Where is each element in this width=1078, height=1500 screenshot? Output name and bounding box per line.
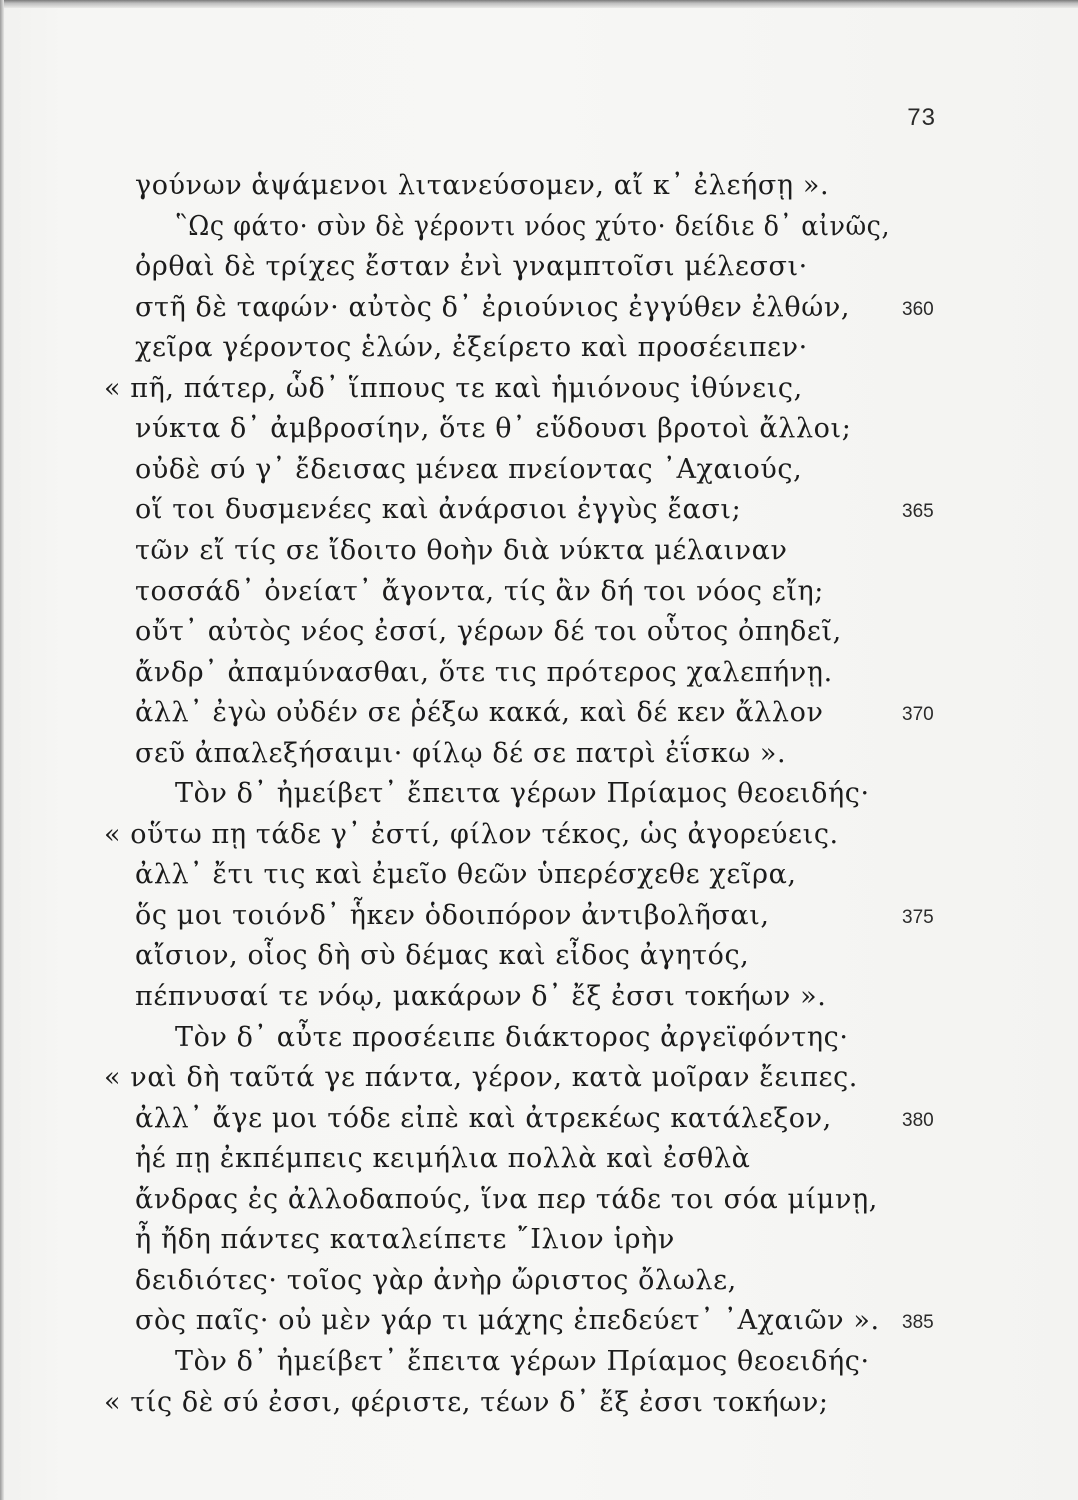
verse-line: [104, 815, 839, 855]
verse-line: [135, 247, 808, 287]
verse-line-text: οὐδὲ σύ γ᾽ ἔδεισας μένεα πνείοντας ᾿Αχαιούς,: [135, 453, 803, 485]
verse-line-text: ἀλλ᾽ ἔτι τις καὶ ἐμεῖο θεῶν ὑπερέσχεθε χεῖρα,: [135, 859, 797, 891]
verse-line: [135, 1301, 880, 1341]
verse-line: [135, 166, 829, 206]
verse-line-text: ἄνδρ᾽ ἀπαμύνασθαι, ὅτε τις πρότερος χαλεπήνῃ.: [135, 656, 833, 688]
verse-line: [135, 855, 797, 895]
verse-line-text: ἠέ πῃ ἐκπέμπεις κειμήλια πολλὰ καὶ ἐσθλὰ: [135, 1143, 751, 1175]
verse-line: [104, 1383, 829, 1423]
verse-line-text: αἴσιον, οἷος δὴ σὺ δέμας καὶ εἶδος ἀγητός,: [135, 940, 750, 972]
verse-line: [135, 572, 824, 612]
verse-line-text: σεῦ ἀπαλεξήσαιμι· φίλῳ δέ σε πατρὶ ἐΐσκω ».: [135, 737, 787, 769]
verse-line: [135, 409, 851, 449]
verse-line: [135, 531, 788, 571]
verse-line: [175, 774, 870, 814]
verse-line-text: « οὕτω πῃ τάδε γ᾽ ἐστί, φίλον τέκος, ὡς ἀγορεύεις.: [104, 818, 839, 850]
verse-line-text: Τὸν δ᾽ ἠμείβετ᾽ ἔπειτα γέρων Πρίαμος θεοειδής·: [175, 1345, 870, 1377]
verse-line-text: Τὸν δ᾽ ἠμείβετ᾽ ἔπειτα γέρων Πρίαμος θεοειδής·: [175, 778, 870, 810]
verse-line: [104, 1058, 858, 1098]
verse-line-text: νύκτα δ᾽ ἀμβροσίην, ὅτε θ᾽ εὕδουσι βροτοὶ ἄλλοι;: [135, 413, 852, 445]
verse-line: [104, 369, 803, 409]
verse-line-text: ἀλλ᾽ ἄγε μοι τόδε εἰπὲ καὶ ἀτρεκέως κατάλεξον,: [135, 1102, 832, 1134]
verse-line: [135, 1099, 832, 1139]
verse-line-text: ὅς μοι τοιόνδ᾽ ἧκεν ὁδοιπόρον ἀντιβολῆσαι,: [135, 899, 770, 931]
verse-line-text: δειδιότες· τοῖος γὰρ ἀνὴρ ὤριστος ὄλωλε,: [135, 1264, 737, 1296]
verse-line-text: ὀρθαὶ δὲ τρίχες ἔσταν ἐνὶ γναμπτοῖσι μέλεσσι·: [135, 251, 808, 283]
verse-line: [135, 653, 833, 693]
verse-line-text: οὔτ᾽ αὐτὸς νέος ἐσσί, γέρων δέ τοι οὗτος ὀπηδεῖ,: [135, 616, 842, 648]
verse-line: [135, 1261, 737, 1301]
verse-line-text: ἦ ἤδη πάντες καταλείπετε ῎Ιλιον ἱρὴν: [135, 1224, 675, 1256]
line-number: 380: [902, 1109, 934, 1131]
page-top-edge: [0, 0, 1078, 8]
verse-line: [135, 1180, 878, 1220]
verse-line: [135, 693, 823, 733]
verse-line-text: τῶν εἴ τίς σε ἴδοιτο θοὴν διὰ νύκτα μέλαιναν: [135, 534, 788, 566]
line-number: 370: [902, 704, 934, 726]
page-number: 73: [907, 104, 936, 131]
verse-line-text: ῝Ως φάτο· σὺν δὲ γέροντι νόος χύτο· δείδιε δ᾽ αἰνῶς,: [175, 210, 891, 242]
verse-line: [135, 1139, 750, 1179]
verse-line: [135, 936, 749, 976]
line-number: 375: [902, 906, 934, 928]
verse-line: [135, 896, 770, 936]
page-left-edge: [0, 0, 4, 1500]
verse-line-text: γούνων ἁψάμενοι λιτανεύσομεν, αἴ κ᾽ ἐλεήσῃ ».: [135, 170, 830, 201]
verse-line: [175, 207, 937, 247]
verse-line: [135, 734, 786, 774]
verse-line: [135, 612, 842, 652]
verse-line: [135, 328, 808, 368]
verse-line-text: « πῆ, πάτερ, ὧδ᾽ ἵππους τε καὶ ἡμιόνους ἰθύνεις,: [104, 372, 803, 404]
verse-line: [175, 1018, 849, 1058]
line-number: 360: [902, 298, 934, 320]
verse-line: [135, 977, 826, 1017]
verse-line-text: πέπνυσαί τε νόῳ, μακάρων δ᾽ ἔξ ἐσσι τοκήων ».: [135, 981, 827, 1012]
verse-line-text: Τὸν δ᾽ αὖτε προσέειπε διάκτορος ἀργεϊφόντης·: [175, 1021, 849, 1053]
verse-line-text: τοσσάδ᾽ ὀνείατ᾽ ἄγοντα, τίς ἂν δή τοι νόος εἴη;: [135, 575, 825, 607]
verse-line: [175, 1342, 870, 1382]
verse-line: [135, 490, 741, 530]
line-number: 385: [902, 1312, 934, 1334]
verse-line: [135, 450, 802, 490]
verse-line-text: ἀλλ᾽ ἐγὼ οὐδέν σε ῥέξω κακά, καὶ δέ κεν ἄλλον: [135, 697, 824, 729]
verse-line-text: « τίς δὲ σύ ἐσσι, φέριστε, τέων δ᾽ ἔξ ἐσσι τοκήων;: [104, 1386, 829, 1418]
verse-line: [135, 1220, 675, 1260]
verse-line: [135, 288, 850, 328]
verse-line-text: ἄνδρας ἐς ἀλλοδαπούς, ἵνα περ τάδε τοι σόα μίμνῃ,: [135, 1183, 878, 1215]
verse-line-text: στῆ δὲ ταφών· αὐτὸς δ᾽ ἐριούνιος ἐγγύθεν ἐλθών,: [135, 291, 851, 323]
verse-line-text: χεῖρα γέροντος ἑλών, ἐξείρετο καὶ προσέειπεν·: [135, 332, 808, 364]
verse-line-text: « ναὶ δὴ ταῦτά γε πάντα, γέρον, κατὰ μοῖραν ἔειπες.: [104, 1062, 858, 1094]
line-number: 365: [902, 501, 934, 523]
verse-line-text: οἵ τοι δυσμενέες καὶ ἀνάρσιοι ἐγγὺς ἔασι;: [135, 494, 742, 526]
verse-line-text: σὸς παῖς· οὐ μὲν γάρ τι μάχης ἐπεδεύετ᾽ ᾿Αχαιῶν ».: [135, 1305, 880, 1337]
